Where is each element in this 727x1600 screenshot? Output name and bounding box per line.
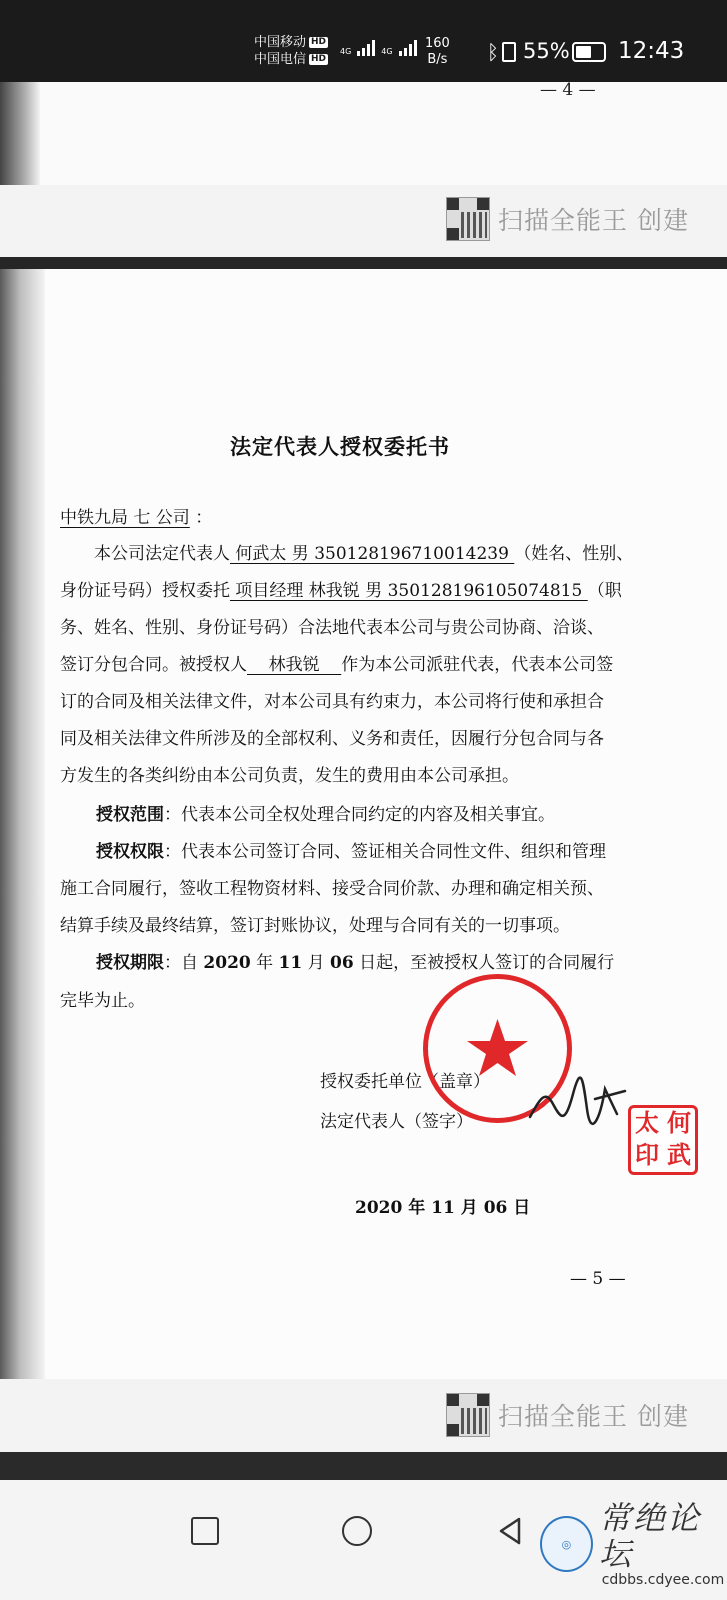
battery-small-icon (502, 42, 516, 62)
battery-icon (572, 42, 606, 62)
scope-line (96, 800, 555, 825)
period-label: 授权期限 (96, 953, 164, 973)
text-segment: ：自 (164, 953, 204, 973)
scanner-brand (446, 1393, 689, 1437)
body-line: 结算手续及最终结算，签订封账协议，处理与合同有关的一切事项。 (60, 916, 570, 936)
forum-watermark-text (599, 1500, 727, 1588)
scope-label: 授权范围 (96, 805, 164, 825)
text-segment: 签订分包合同。被授权人 (60, 655, 247, 675)
page-number-5: — 5 — (570, 1269, 626, 1289)
recipient-suffix: ： (189, 508, 213, 528)
seal-char: 何 (667, 1108, 691, 1137)
forum-url: cdbbs.cdyee.com (601, 1572, 725, 1588)
date-year: 2020 (355, 1198, 403, 1218)
seal-char: 太 (635, 1108, 659, 1137)
page-4-bottom (0, 82, 727, 185)
carrier-1-label: 中国移动 (254, 35, 307, 50)
back-button[interactable] (485, 1506, 535, 1556)
agent-name: 林我锐 (247, 655, 342, 675)
seal-char: 印 (635, 1140, 659, 1169)
page-spine-shadow (0, 82, 40, 185)
forum-watermark (540, 1500, 727, 1588)
recent-apps-button[interactable] (180, 1506, 230, 1556)
network-type-label: 4G (340, 47, 352, 56)
forum-logo-icon: ◎ (540, 1516, 593, 1572)
back-nav-icon (497, 1516, 523, 1546)
body-line (60, 650, 613, 675)
text-segment: 身份证号码）授权委托 (60, 581, 230, 601)
qr-code-icon (446, 197, 490, 241)
net-speed-value: 160 (425, 36, 450, 51)
net-speed-unit: B/s (427, 52, 448, 67)
body-line: 施工合同履行，签收工程物资材料、接受合同价款、办理和确定相关预、 (60, 879, 604, 899)
scanner-watermark-text: 扫描全能王 创建 (498, 206, 689, 235)
carrier-info (254, 34, 328, 68)
period-month: 11 (278, 953, 303, 973)
signal-icon (399, 40, 417, 56)
scanner-brand (446, 197, 689, 241)
text-segment: 作为本公司派驻代表，代表本公司签 (341, 655, 614, 675)
page-5 (0, 269, 727, 1379)
signal-icon (357, 40, 375, 56)
document-date (355, 1193, 530, 1218)
authority-text: ：代表本公司签订合同、签证相关合同性文件、组织和管理 (164, 842, 606, 862)
body-line: 方发生的各类纠纷由本公司负责，发生的费用由本公司承担。 (60, 766, 519, 786)
page-spine-shadow (0, 269, 45, 1379)
page-separator (0, 1452, 727, 1480)
personal-seal (628, 1105, 698, 1175)
page-separator (0, 257, 727, 269)
recipient-name: 中铁九局 七 公司 (60, 508, 190, 528)
document-title: 法定代表人授权委托书 (230, 434, 450, 459)
hd-badge: HD (311, 54, 327, 64)
battery-percent: 55% (523, 39, 570, 63)
authority-line (96, 837, 606, 862)
network-type-label: 4G (381, 47, 393, 56)
date-day: 06 (483, 1198, 508, 1218)
scanner-footer (0, 1379, 727, 1452)
agent-info: 项目经理 林我锐 男 350128196105074815 (230, 581, 588, 601)
seal-char: 武 (667, 1140, 691, 1169)
text-segment: 日 (507, 1198, 531, 1218)
legal-rep-info: 何武太 男 350128196710014239 (230, 544, 515, 564)
body-line: 同及相关法律文件所涉及的全部权利、义务和责任，因履行分包合同与各 (60, 729, 604, 749)
recipient-line (60, 503, 212, 528)
period-line (96, 948, 614, 973)
signal-indicators (340, 40, 417, 56)
scope-text: ：代表本公司全权处理合同约定的内容及相关事宜。 (164, 805, 555, 825)
text-segment: （姓名、性别、 (514, 544, 634, 564)
period-day: 06 (330, 953, 354, 973)
body-line: 务、姓名、性别、身份证号码）合法地代表本公司与贵公司协商、洽谈、 (60, 618, 604, 638)
qr-code-icon (446, 1393, 490, 1437)
signature-mark (525, 1069, 630, 1129)
period-year: 2020 (203, 953, 251, 973)
text-segment: 年 (402, 1198, 432, 1218)
body-line: 完毕为止。 (60, 991, 145, 1011)
sign-rep-label: 法定代表人（签字） (320, 1112, 473, 1132)
text-segment: 月 (454, 1198, 484, 1218)
status-bar (0, 0, 727, 82)
bluetooth-icon: ᛒ (487, 40, 499, 64)
text-segment: 年 (250, 953, 279, 973)
circle-nav-icon (342, 1516, 372, 1546)
square-nav-icon (191, 1517, 219, 1545)
net-speed (425, 36, 450, 68)
forum-title: 常绝论坛 (598, 1499, 701, 1573)
hd-badge: HD (311, 37, 327, 47)
body-line (94, 539, 633, 564)
text-segment: 日起，至被授权人签订的合同履行 (353, 953, 615, 973)
body-line (60, 576, 622, 601)
body-line: 订的合同及相关法律文件，对本公司具有约束力，本公司将行使和承担合 (60, 692, 604, 712)
scanner-watermark-text: 扫描全能王 创建 (498, 1402, 689, 1431)
page-number-4: — 4 — (540, 80, 596, 100)
text-segment: 本公司法定代表人 (94, 544, 230, 564)
authority-label: 授权权限 (96, 842, 164, 862)
text-segment: 月 (302, 953, 331, 973)
text-segment: （职 (587, 581, 622, 601)
home-button[interactable] (330, 1504, 384, 1558)
scanner-footer (0, 185, 727, 257)
sign-unit-label: 授权委托单位（盖章） (320, 1072, 490, 1092)
carrier-2-label: 中国电信 (254, 52, 307, 67)
navigation-bar (0, 1480, 727, 1600)
date-month: 11 (431, 1198, 455, 1218)
clock: 12:43 (618, 38, 685, 64)
